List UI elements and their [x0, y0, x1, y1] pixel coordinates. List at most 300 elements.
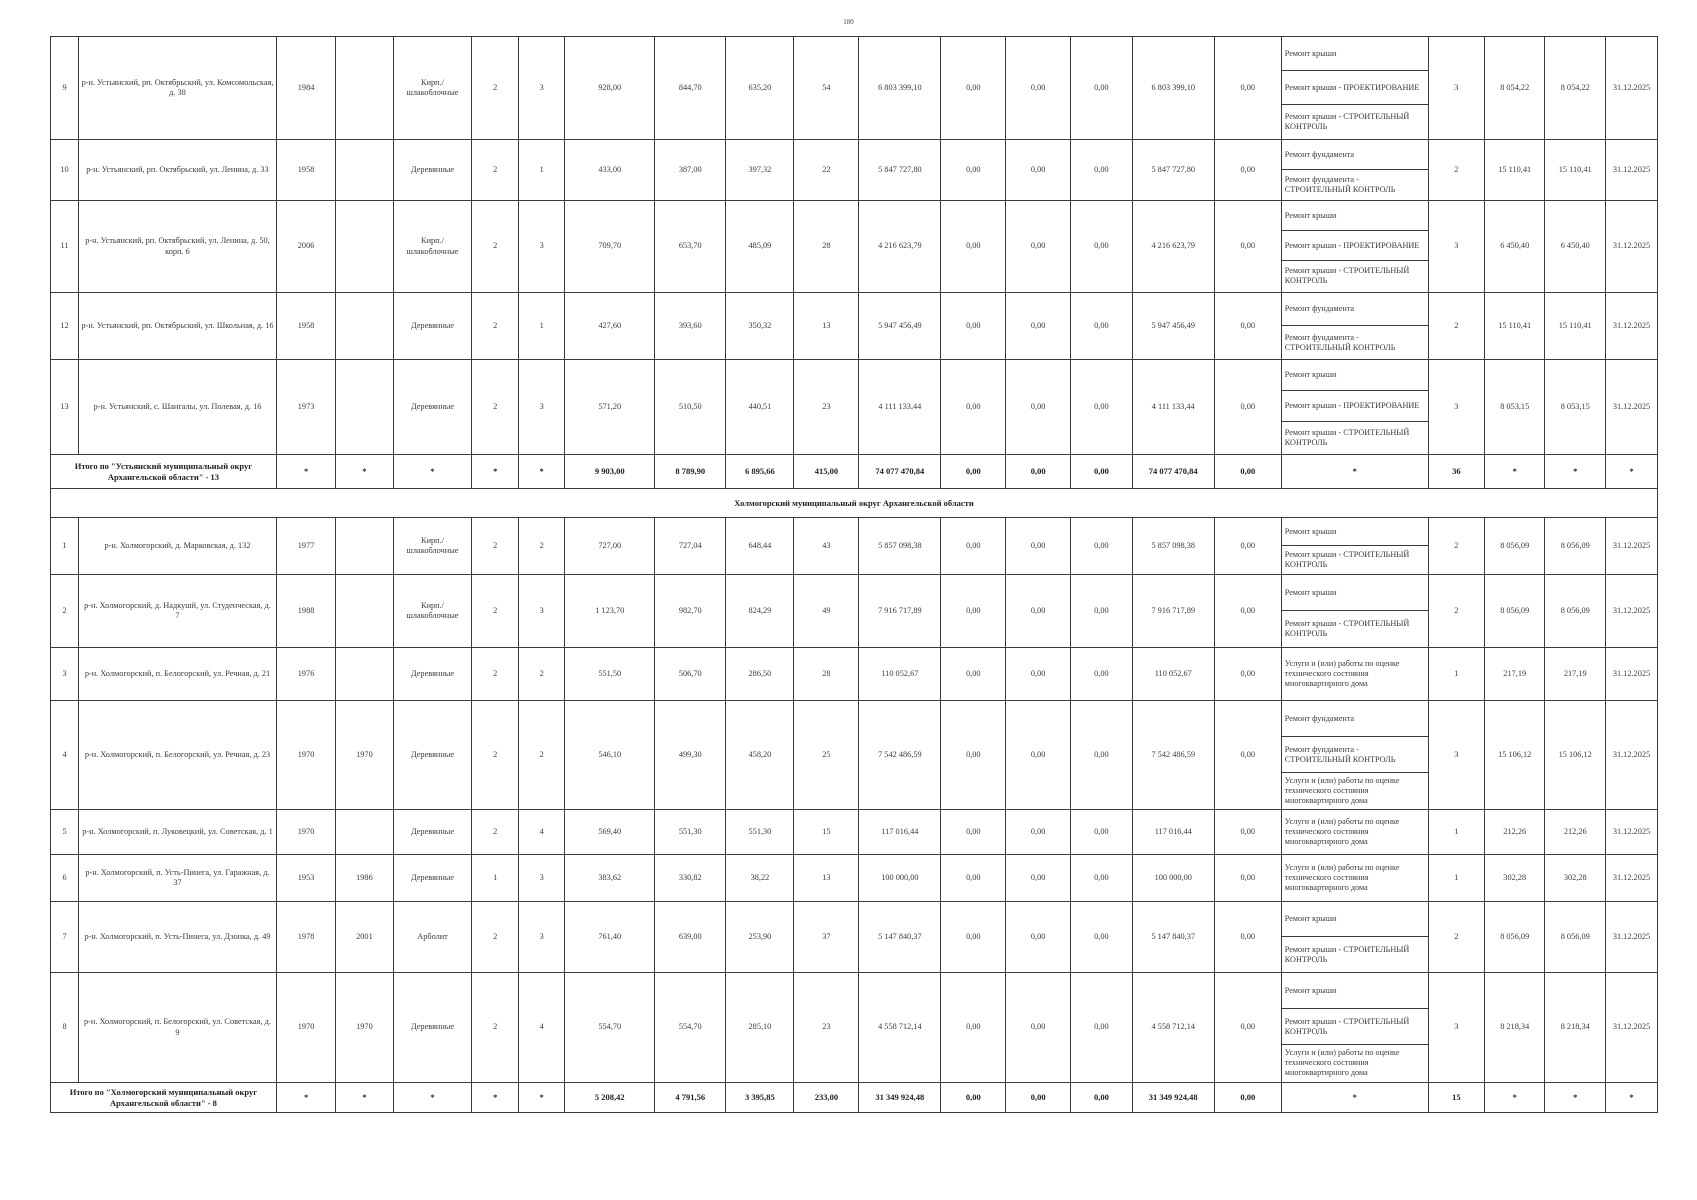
cell-area-living: 554,70	[655, 973, 726, 1083]
cell-address: р-н. Холмогорский, п. Усть-Пинега, ул. Гаражная, д. 37	[79, 855, 277, 902]
total-cell: *	[472, 455, 518, 489]
cell-num: 7	[51, 902, 79, 973]
total-fund-owners: 31 349 924,48	[1132, 1083, 1214, 1113]
total-label: Итого по "Устьянский муниципальный округ Архангельской области" - 13	[51, 455, 277, 489]
cell-year-renov	[336, 360, 393, 455]
cell-fund-reg: 0,00	[1006, 810, 1071, 855]
cell-area-living: 510,50	[655, 360, 726, 455]
total-fund-fed: 0,00	[941, 1083, 1006, 1113]
cell-area-living: 551,30	[655, 810, 726, 855]
cell-floors: 2	[472, 575, 518, 648]
cell-year-renov	[336, 518, 393, 575]
section-header	[51, 455, 1658, 518]
cell-area-total: 551,50	[565, 648, 655, 701]
cell-limit-cost: 302,28	[1545, 855, 1606, 902]
cell-area-total: 928,00	[565, 37, 655, 140]
table-row	[51, 810, 1658, 855]
cell-area-res: 635,20	[726, 37, 794, 140]
total-fund-owners: 74 077 470,84	[1132, 455, 1214, 489]
total-area-res: 3 395,85	[726, 1083, 794, 1113]
cell-work-count: 1	[1428, 855, 1484, 902]
total-area-total: 5 208,42	[565, 1083, 655, 1113]
work-item: Услуги и (или) работы по оценке технического состояния многоквартирного дома	[1284, 863, 1400, 892]
cell-fund-other: 0,00	[1214, 518, 1281, 575]
cell-fund-reg: 0,00	[1006, 360, 1071, 455]
cell-fund-fed: 0,00	[941, 902, 1006, 973]
cell-cost-total: 4 216 623,79	[859, 201, 941, 293]
cell-fund-mun: 0,00	[1071, 701, 1133, 810]
cell-limit-cost: 8 054,22	[1545, 37, 1606, 140]
work-item: Ремонт крыши - СТРОИТЕЛЬНЫЙ КОНТРОЛЬ	[1284, 112, 1410, 131]
cell-material: Кирп./ шлакоблочные	[393, 201, 472, 293]
cell-residents: 15	[794, 810, 859, 855]
cell-fund-owners: 110 052,67	[1132, 648, 1214, 701]
table-row	[51, 518, 1658, 575]
cell-entrances: 3	[518, 37, 564, 140]
section-kholmogorsky-rows	[51, 518, 1658, 1083]
cell-entrances: 2	[518, 701, 564, 810]
cell-fund-reg: 0,00	[1006, 201, 1071, 293]
work-item: Ремонт крыши - ПРОЕКТИРОВАНИЕ	[1282, 231, 1428, 261]
cell-year-renov	[336, 575, 393, 648]
cell-area-living: 639,00	[655, 902, 726, 973]
total-residents: 415,00	[794, 455, 859, 489]
cell-year-built: 1970	[276, 810, 335, 855]
cell-address: р-н. Устьянский, рп. Октябрьский, ул. Школьная, д. 16	[79, 293, 277, 360]
cell-fund-mun: 0,00	[1071, 140, 1133, 201]
cell-entrances: 4	[518, 973, 564, 1083]
cell-area-res: 648,44	[726, 518, 794, 575]
cell-address: р-н. Холмогорский, п. Белогорский, ул. Речная, д. 23	[79, 701, 277, 810]
cell-limit-cost: 8 218,34	[1545, 973, 1606, 1083]
cell-fund-fed: 0,00	[941, 855, 1006, 902]
cell-fund-owners: 7 542 486,59	[1132, 701, 1214, 810]
cell-fund-fed: 0,00	[941, 973, 1006, 1083]
cell-fund-fed: 0,00	[941, 37, 1006, 140]
capital-repair-table	[50, 36, 1658, 1113]
cell-residents: 22	[794, 140, 859, 201]
cell-num: 1	[51, 518, 79, 575]
cell-area-living: 393,60	[655, 293, 726, 360]
cell-work-count: 1	[1428, 810, 1484, 855]
cell-fund-fed: 0,00	[941, 518, 1006, 575]
cell-year-renov: 1986	[336, 855, 393, 902]
cell-fund-mun: 0,00	[1071, 575, 1133, 648]
cell-year-renov: 1970	[336, 701, 393, 810]
cell-fund-owners: 5 847 727,80	[1132, 140, 1214, 201]
work-item: Ремонт крыши - СТРОИТЕЛЬНЫЙ КОНТРОЛЬ	[1284, 427, 1410, 447]
cell-limit-cost: 8 056,09	[1545, 518, 1606, 575]
total-cell: *	[1484, 1083, 1545, 1113]
works-cell	[1281, 140, 1428, 201]
cell-material: Арболит	[393, 902, 472, 973]
cell-residents: 54	[794, 37, 859, 140]
cell-num: 3	[51, 648, 79, 701]
cell-fund-reg: 0,00	[1006, 293, 1071, 360]
cell-year-renov: 1970	[336, 973, 393, 1083]
cell-floors: 2	[472, 37, 518, 140]
cell-entrances: 2	[518, 518, 564, 575]
cell-limit-cost: 8 053,15	[1545, 360, 1606, 455]
work-item: Ремонт крыши - СТРОИТЕЛЬНЫЙ КОНТРОЛЬ	[1284, 944, 1410, 964]
cell-address: р-н. Холмогорский, п. Луковецкий, ул. Советская, д. 1	[79, 810, 277, 855]
total-cell: *	[1484, 455, 1545, 489]
cell-unit-cost: 8 056,09	[1484, 518, 1545, 575]
cell-area-total: 554,70	[565, 973, 655, 1083]
cell-area-res: 38,22	[726, 855, 794, 902]
cell-year-built: 1958	[276, 140, 335, 201]
cell-area-living: 330,82	[655, 855, 726, 902]
cell-address: р-н. Устьянский, рп. Октябрьский, ул. Ленина, д. 33	[79, 140, 277, 201]
cell-area-res: 253,90	[726, 902, 794, 973]
cell-material: Деревянные	[393, 648, 472, 701]
total-area-living: 4 791,56	[655, 1083, 726, 1113]
cell-cost-total: 5 857 098,38	[859, 518, 941, 575]
cell-deadline: 31.12.2025	[1605, 810, 1657, 855]
cell-fund-reg: 0,00	[1006, 37, 1071, 140]
work-item: Услуги и (или) работы по оценке технического состояния многоквартирного дома	[1284, 817, 1400, 846]
cell-fund-mun: 0,00	[1071, 648, 1133, 701]
works-cell	[1281, 701, 1428, 810]
cell-num: 11	[51, 201, 79, 293]
cell-cost-total: 6 803 399,10	[859, 37, 941, 140]
work-item: Ремонт фундамента - СТРОИТЕЛЬНЫЙ КОНТРОЛЬ	[1282, 737, 1428, 773]
cell-work-count: 2	[1428, 293, 1484, 360]
cell-cost-total: 4 558 712,14	[859, 973, 941, 1083]
cell-area-res: 458,20	[726, 701, 794, 810]
cell-work-count: 2	[1428, 575, 1484, 648]
cell-residents: 43	[794, 518, 859, 575]
total-fund-fed: 0,00	[941, 455, 1006, 489]
cell-num: 2	[51, 575, 79, 648]
cell-area-total: 727,00	[565, 518, 655, 575]
cell-cost-total: 5 147 840,37	[859, 902, 941, 973]
work-item: Ремонт крыши - СТРОИТЕЛЬНЫЙ КОНТРОЛЬ	[1284, 619, 1410, 638]
work-item: Ремонт крыши - СТРОИТЕЛЬНЫЙ КОНТРОЛЬ	[1284, 550, 1410, 569]
cell-fund-reg: 0,00	[1006, 140, 1071, 201]
cell-work-count: 1	[1428, 648, 1484, 701]
cell-fund-other: 0,00	[1214, 701, 1281, 810]
cell-fund-mun: 0,00	[1071, 518, 1133, 575]
cell-fund-other: 0,00	[1214, 855, 1281, 902]
cell-fund-mun: 0,00	[1071, 360, 1133, 455]
cell-fund-fed: 0,00	[941, 140, 1006, 201]
cell-deadline: 31.12.2025	[1605, 648, 1657, 701]
works-cell	[1281, 575, 1428, 648]
total-cell: *	[393, 1083, 472, 1113]
cell-year-built: 1976	[276, 648, 335, 701]
cell-fund-other: 0,00	[1214, 810, 1281, 855]
work-item: Ремонт крыши	[1282, 518, 1428, 546]
total-fund-reg: 0,00	[1006, 1083, 1071, 1113]
cell-unit-cost: 8 056,09	[1484, 575, 1545, 648]
cell-year-renov	[336, 293, 393, 360]
cell-deadline: 31.12.2025	[1605, 973, 1657, 1083]
cell-cost-total: 5 847 727,80	[859, 140, 941, 201]
works-cell	[1281, 648, 1428, 701]
cell-material: Деревянные	[393, 360, 472, 455]
cell-area-total: 427,60	[565, 293, 655, 360]
cell-year-built: 1978	[276, 902, 335, 973]
cell-floors: 2	[472, 701, 518, 810]
cell-fund-owners: 117 016,44	[1132, 810, 1214, 855]
cell-fund-owners: 4 111 133,44	[1132, 360, 1214, 455]
cell-year-built: 1958	[276, 293, 335, 360]
cell-num: 10	[51, 140, 79, 201]
cell-residents: 23	[794, 360, 859, 455]
cell-num: 12	[51, 293, 79, 360]
cell-year-built: 1973	[276, 360, 335, 455]
cell-entrances: 1	[518, 293, 564, 360]
cell-unit-cost: 15 110,41	[1484, 140, 1545, 201]
work-item: Ремонт крыши	[1282, 575, 1428, 611]
work-item: Услуги и (или) работы по оценке технического состояния многоквартирного дома	[1284, 1048, 1400, 1077]
cell-unit-cost: 8 054,22	[1484, 37, 1545, 140]
cell-address: р-н. Холмогорский, д. Марковская, д. 132	[79, 518, 277, 575]
cell-deadline: 31.12.2025	[1605, 201, 1657, 293]
cell-deadline: 31.12.2025	[1605, 360, 1657, 455]
cell-material: Деревянные	[393, 701, 472, 810]
cell-fund-mun: 0,00	[1071, 201, 1133, 293]
cell-unit-cost: 15 110,41	[1484, 293, 1545, 360]
total-cost: 31 349 924,48	[859, 1083, 941, 1113]
cell-year-built: 1977	[276, 518, 335, 575]
cell-area-res: 824,29	[726, 575, 794, 648]
works-cell	[1281, 293, 1428, 360]
cell-area-total: 383,62	[565, 855, 655, 902]
cell-fund-other: 0,00	[1214, 648, 1281, 701]
work-item: Услуги и (или) работы по оценке технического состояния многоквартирного дома	[1284, 659, 1400, 688]
work-item: Ремонт крыши - ПРОЕКТИРОВАНИЕ	[1282, 71, 1428, 105]
cell-fund-reg: 0,00	[1006, 973, 1071, 1083]
cell-floors: 2	[472, 360, 518, 455]
cell-fund-reg: 0,00	[1006, 902, 1071, 973]
cell-floors: 2	[472, 902, 518, 973]
cell-residents: 25	[794, 701, 859, 810]
cell-residents: 37	[794, 902, 859, 973]
cell-fund-other: 0,00	[1214, 902, 1281, 973]
cell-fund-reg: 0,00	[1006, 575, 1071, 648]
works-cell	[1281, 201, 1428, 293]
cell-residents: 23	[794, 973, 859, 1083]
table-row	[51, 648, 1658, 701]
cell-unit-cost: 8 056,09	[1484, 902, 1545, 973]
cell-deadline: 31.12.2025	[1605, 701, 1657, 810]
cell-area-res: 440,51	[726, 360, 794, 455]
work-item: Ремонт фундамента - СТРОИТЕЛЬНЫЙ КОНТРОЛЬ	[1284, 332, 1396, 352]
cell-work-count: 3	[1428, 973, 1484, 1083]
cell-area-living: 844,70	[655, 37, 726, 140]
cell-entrances: 4	[518, 810, 564, 855]
cell-num: 8	[51, 973, 79, 1083]
cell-residents: 49	[794, 575, 859, 648]
total-cell: *	[518, 1083, 564, 1113]
cell-fund-fed: 0,00	[941, 648, 1006, 701]
cell-unit-cost: 15 106,12	[1484, 701, 1545, 810]
cell-material: Деревянные	[393, 140, 472, 201]
cell-fund-other: 0,00	[1214, 575, 1281, 648]
cell-deadline: 31.12.2025	[1605, 37, 1657, 140]
cell-floors: 2	[472, 293, 518, 360]
cell-material: Деревянные	[393, 973, 472, 1083]
cell-area-living: 727,04	[655, 518, 726, 575]
cell-entrances: 1	[518, 140, 564, 201]
work-item: Ремонт фундамента	[1282, 293, 1428, 326]
cell-fund-other: 0,00	[1214, 973, 1281, 1083]
cell-area-res: 350,32	[726, 293, 794, 360]
cell-cost-total: 110 052,67	[859, 648, 941, 701]
cell-year-renov	[336, 810, 393, 855]
cell-entrances: 3	[518, 360, 564, 455]
cell-deadline: 31.12.2025	[1605, 140, 1657, 201]
cell-fund-fed: 0,00	[941, 810, 1006, 855]
cell-limit-cost: 6 450,40	[1545, 201, 1606, 293]
cell-area-res: 286,50	[726, 648, 794, 701]
cell-entrances: 2	[518, 648, 564, 701]
total-fund-mun: 0,00	[1071, 455, 1133, 489]
cell-entrances: 3	[518, 201, 564, 293]
cell-address: р-н. Устьянский, рп. Октябрьский, ул. Комсомольская, д. 38	[79, 37, 277, 140]
cell-deadline: 31.12.2025	[1605, 855, 1657, 902]
cell-address: р-н. Холмогорский, п. Белогорский, ул. Речная, д. 21	[79, 648, 277, 701]
work-item: Ремонт крыши	[1282, 973, 1428, 1009]
cell-limit-cost: 15 110,41	[1545, 140, 1606, 201]
cell-num: 5	[51, 810, 79, 855]
cell-residents: 28	[794, 201, 859, 293]
cell-material: Кирп./ шлакоблочные	[393, 518, 472, 575]
work-item: Ремонт крыши - СТРОИТЕЛЬНЫЙ КОНТРОЛЬ	[1284, 266, 1410, 285]
table-row	[51, 701, 1658, 810]
total-row-kholmogorsky	[51, 1083, 1658, 1113]
cell-unit-cost: 6 450,40	[1484, 201, 1545, 293]
work-item: Ремонт фундамента	[1282, 140, 1428, 170]
table-row	[51, 140, 1658, 201]
cell-unit-cost: 8 053,15	[1484, 360, 1545, 455]
cell-year-renov	[336, 140, 393, 201]
cell-fund-mun: 0,00	[1071, 810, 1133, 855]
cell-fund-owners: 4 558 712,14	[1132, 973, 1214, 1083]
works-cell	[1281, 855, 1428, 902]
total-fund-mun: 0,00	[1071, 1083, 1133, 1113]
cell-area-res: 551,30	[726, 810, 794, 855]
cell-residents: 13	[794, 293, 859, 360]
work-item: Ремонт фундамента - СТРОИТЕЛЬНЫЙ КОНТРОЛЬ	[1284, 175, 1396, 194]
cell-fund-mun: 0,00	[1071, 973, 1133, 1083]
cell-area-total: 569,40	[565, 810, 655, 855]
cell-unit-cost: 302,28	[1484, 855, 1545, 902]
cell-fund-owners: 5 147 840,37	[1132, 902, 1214, 973]
cell-cost-total: 4 111 133,44	[859, 360, 941, 455]
cell-area-res: 485,09	[726, 201, 794, 293]
works-cell	[1281, 37, 1428, 140]
cell-cost-total: 117 016,44	[859, 810, 941, 855]
cell-area-living: 387,00	[655, 140, 726, 201]
cell-fund-fed: 0,00	[941, 575, 1006, 648]
cell-material: Кирп./ шлакоблочные	[393, 37, 472, 140]
cell-fund-reg: 0,00	[1006, 701, 1071, 810]
cell-floors: 2	[472, 648, 518, 701]
cell-fund-fed: 0,00	[941, 293, 1006, 360]
cell-fund-mun: 0,00	[1071, 37, 1133, 140]
total-label: Итого по "Холмогорский муниципальный округ Архангельской области" - 8	[51, 1083, 277, 1113]
cell-residents: 13	[794, 855, 859, 902]
cell-fund-fed: 0,00	[941, 701, 1006, 810]
cell-material: Деревянные	[393, 293, 472, 360]
cell-fund-other: 0,00	[1214, 360, 1281, 455]
section-ustyansky-rows	[51, 37, 1658, 455]
section-title-row	[51, 489, 1658, 518]
total-cell: *	[276, 455, 335, 489]
table-row	[51, 575, 1658, 648]
cell-address: р-н. Устьянский, рп. Октябрьский, ул. Ленина, д. 50, корп. 6	[79, 201, 277, 293]
cell-area-total: 546,10	[565, 701, 655, 810]
table-row	[51, 902, 1658, 973]
table-row	[51, 360, 1658, 455]
cell-deadline: 31.12.2025	[1605, 575, 1657, 648]
cell-address: р-н. Холмогорский, д. Надкушй, ул. Студенческая, д. 7	[79, 575, 277, 648]
table-row	[51, 293, 1658, 360]
page-number: 180	[843, 18, 854, 26]
total-cost: 74 077 470,84	[859, 455, 941, 489]
cell-year-built: 1984	[276, 37, 335, 140]
section-title: Холмогорский муниципальный округ Архангельской области	[51, 489, 1658, 518]
cell-fund-owners: 100 000,00	[1132, 855, 1214, 902]
cell-num: 6	[51, 855, 79, 902]
works-cell	[1281, 902, 1428, 973]
cell-unit-cost: 212,26	[1484, 810, 1545, 855]
total-cell: *	[472, 1083, 518, 1113]
cell-cost-total: 5 947 456,49	[859, 293, 941, 360]
cell-fund-other: 0,00	[1214, 293, 1281, 360]
cell-year-built: 1988	[276, 575, 335, 648]
cell-unit-cost: 217,19	[1484, 648, 1545, 701]
cell-area-res: 397,32	[726, 140, 794, 201]
cell-address: р-н. Холмогорский, п. Белогорский, ул. Советская, д. 9	[79, 973, 277, 1083]
total-work-count: 36	[1428, 455, 1484, 489]
cell-cost-total: 7 542 486,59	[859, 701, 941, 810]
cell-deadline: 31.12.2025	[1605, 902, 1657, 973]
cell-fund-owners: 7 916 717,89	[1132, 575, 1214, 648]
cell-work-count: 3	[1428, 360, 1484, 455]
cell-fund-mun: 0,00	[1071, 293, 1133, 360]
cell-area-total: 709,70	[565, 201, 655, 293]
total-cell: *	[1605, 1083, 1657, 1113]
work-item: Ремонт крыши	[1282, 201, 1428, 231]
cell-work-count: 3	[1428, 701, 1484, 810]
cell-floors: 2	[472, 140, 518, 201]
cell-num: 4	[51, 701, 79, 810]
total-area-res: 6 895,66	[726, 455, 794, 489]
cell-cost-total: 100 000,00	[859, 855, 941, 902]
work-item: Ремонт крыши - СТРОИТЕЛЬНЫЙ КОНТРОЛЬ	[1282, 1009, 1428, 1045]
cell-deadline: 31.12.2025	[1605, 518, 1657, 575]
table-row	[51, 973, 1658, 1083]
cell-limit-cost: 212,26	[1545, 810, 1606, 855]
cell-unit-cost: 8 218,34	[1484, 973, 1545, 1083]
cell-entrances: 3	[518, 902, 564, 973]
cell-limit-cost: 8 056,09	[1545, 575, 1606, 648]
total-area-living: 8 789,90	[655, 455, 726, 489]
total-works: *	[1281, 1083, 1428, 1113]
cell-limit-cost: 8 056,09	[1545, 902, 1606, 973]
cell-fund-fed: 0,00	[941, 201, 1006, 293]
cell-fund-owners: 5 947 456,49	[1132, 293, 1214, 360]
cell-fund-fed: 0,00	[941, 360, 1006, 455]
cell-area-living: 499,30	[655, 701, 726, 810]
total-cell: *	[336, 455, 393, 489]
cell-area-total: 761,40	[565, 902, 655, 973]
cell-area-total: 571,20	[565, 360, 655, 455]
